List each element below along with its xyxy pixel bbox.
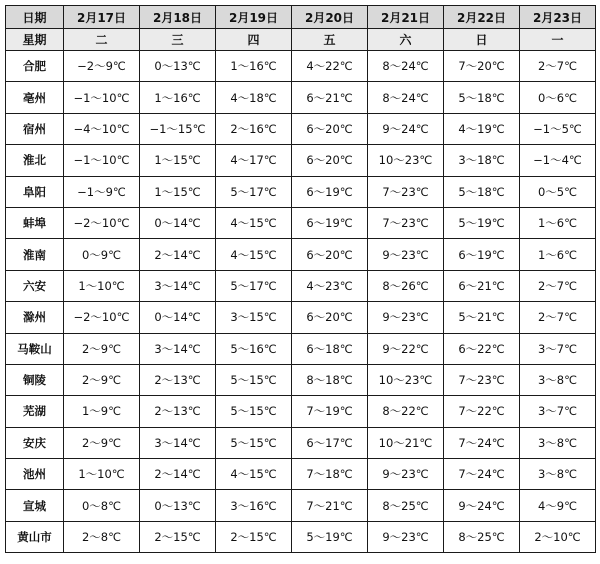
temperature-cell: 5～15℃ bbox=[216, 364, 292, 395]
weekday-cell: 三 bbox=[140, 29, 216, 51]
temperature-cell: 9～23℃ bbox=[368, 521, 444, 552]
date-cell: 2月21日 bbox=[368, 6, 444, 29]
temperature-cell: 2～14℃ bbox=[140, 459, 216, 490]
temperature-cell: 1～15℃ bbox=[140, 145, 216, 176]
weekday-cell: 五 bbox=[292, 29, 368, 51]
temperature-cell: 3～14℃ bbox=[140, 333, 216, 364]
city-name-cell: 宿州 bbox=[6, 113, 64, 144]
city-name-cell: 宣城 bbox=[6, 490, 64, 521]
temperature-cell: 0～13℃ bbox=[140, 51, 216, 82]
temperature-cell: 9～22℃ bbox=[368, 333, 444, 364]
temperature-cell: 7～21℃ bbox=[292, 490, 368, 521]
temperature-cell: 3～8℃ bbox=[520, 427, 596, 458]
temperature-cell: 6～20℃ bbox=[292, 302, 368, 333]
temperature-cell: 9～24℃ bbox=[444, 490, 520, 521]
temperature-cell: 5～18℃ bbox=[444, 82, 520, 113]
temperature-cell: 3～15℃ bbox=[216, 302, 292, 333]
table-row bbox=[6, 113, 596, 144]
forecast-table-wrapper bbox=[5, 5, 596, 553]
table-row bbox=[6, 333, 596, 364]
table-row bbox=[6, 490, 596, 521]
temperature-cell: 1～16℃ bbox=[216, 51, 292, 82]
temperature-cell: 2～9℃ bbox=[64, 427, 140, 458]
temperature-cell: 5～19℃ bbox=[292, 521, 368, 552]
temperature-cell: 5～21℃ bbox=[444, 302, 520, 333]
city-name-cell: 安庆 bbox=[6, 427, 64, 458]
temperature-cell: 6～19℃ bbox=[292, 207, 368, 238]
city-name-cell: 亳州 bbox=[6, 82, 64, 113]
temperature-cell: 6～20℃ bbox=[292, 113, 368, 144]
temperature-cell: −1～4℃ bbox=[520, 145, 596, 176]
temperature-cell: −1～10℃ bbox=[64, 145, 140, 176]
temperature-cell: 1～9℃ bbox=[64, 396, 140, 427]
temperature-cell: 6～18℃ bbox=[292, 333, 368, 364]
temperature-cell: 7～23℃ bbox=[368, 176, 444, 207]
table-row bbox=[6, 239, 596, 270]
temperature-cell: 7～22℃ bbox=[444, 396, 520, 427]
table-row bbox=[6, 207, 596, 238]
city-name-cell: 黄山市 bbox=[6, 521, 64, 552]
temperature-cell: 0～14℃ bbox=[140, 207, 216, 238]
temperature-cell: 6～22℃ bbox=[444, 333, 520, 364]
table-row bbox=[6, 521, 596, 552]
table-row bbox=[6, 459, 596, 490]
date-cell: 2月17日 bbox=[64, 6, 140, 29]
temperature-cell: 1～6℃ bbox=[520, 239, 596, 270]
temperature-cell: 3～16℃ bbox=[216, 490, 292, 521]
temperature-cell: 2～7℃ bbox=[520, 51, 596, 82]
temperature-cell: 2～7℃ bbox=[520, 270, 596, 301]
temperature-cell: 2～9℃ bbox=[64, 364, 140, 395]
temperature-cell: 8～25℃ bbox=[444, 521, 520, 552]
city-name-cell: 六安 bbox=[6, 270, 64, 301]
city-name-cell: 淮北 bbox=[6, 145, 64, 176]
temperature-cell: 2～14℃ bbox=[140, 239, 216, 270]
temperature-cell: 4～19℃ bbox=[444, 113, 520, 144]
temperature-cell: 4～15℃ bbox=[216, 239, 292, 270]
city-name-cell: 合肥 bbox=[6, 51, 64, 82]
city-name-cell: 淮南 bbox=[6, 239, 64, 270]
weekday-cell: 一 bbox=[520, 29, 596, 51]
temperature-cell: 2～13℃ bbox=[140, 396, 216, 427]
temperature-cell: 10～23℃ bbox=[368, 364, 444, 395]
temperature-cell: 3～14℃ bbox=[140, 427, 216, 458]
temperature-cell: 6～21℃ bbox=[444, 270, 520, 301]
temperature-cell: 8～25℃ bbox=[368, 490, 444, 521]
temperature-cell: 7～24℃ bbox=[444, 459, 520, 490]
weekday-cell: 六 bbox=[368, 29, 444, 51]
temperature-cell: −2～10℃ bbox=[64, 207, 140, 238]
temperature-cell: 5～18℃ bbox=[444, 176, 520, 207]
table-row bbox=[6, 270, 596, 301]
temperature-cell: 3～7℃ bbox=[520, 396, 596, 427]
table-row bbox=[6, 176, 596, 207]
temperature-cell: 1～6℃ bbox=[520, 207, 596, 238]
temperature-cell: 5～17℃ bbox=[216, 176, 292, 207]
table-row bbox=[6, 427, 596, 458]
temperature-cell: 4～22℃ bbox=[292, 51, 368, 82]
table-row bbox=[6, 145, 596, 176]
city-name-cell: 池州 bbox=[6, 459, 64, 490]
temperature-cell: 6～17℃ bbox=[292, 427, 368, 458]
date-header-row bbox=[6, 6, 596, 29]
temperature-cell: −2～9℃ bbox=[64, 51, 140, 82]
temperature-cell: 2～10℃ bbox=[520, 521, 596, 552]
temperature-cell: 9～23℃ bbox=[368, 302, 444, 333]
weather-forecast-table bbox=[5, 5, 596, 553]
temperature-cell: 4～15℃ bbox=[216, 207, 292, 238]
table-row bbox=[6, 364, 596, 395]
temperature-cell: 6～19℃ bbox=[292, 176, 368, 207]
temperature-cell: 3～7℃ bbox=[520, 333, 596, 364]
temperature-cell: 4～9℃ bbox=[520, 490, 596, 521]
temperature-cell: 2～8℃ bbox=[64, 521, 140, 552]
date-label-cell: 日期 bbox=[6, 6, 64, 29]
weekday-cell: 二 bbox=[64, 29, 140, 51]
city-name-cell: 蚌埠 bbox=[6, 207, 64, 238]
temperature-cell: 3～8℃ bbox=[520, 459, 596, 490]
city-name-cell: 芜湖 bbox=[6, 396, 64, 427]
city-name-cell: 铜陵 bbox=[6, 364, 64, 395]
date-cell: 2月23日 bbox=[520, 6, 596, 29]
weekday-cell: 日 bbox=[444, 29, 520, 51]
temperature-cell: −1～9℃ bbox=[64, 176, 140, 207]
temperature-cell: 10～21℃ bbox=[368, 427, 444, 458]
temperature-cell: 0～9℃ bbox=[64, 239, 140, 270]
temperature-cell: 4～15℃ bbox=[216, 459, 292, 490]
temperature-cell: 7～19℃ bbox=[292, 396, 368, 427]
temperature-cell: 2～15℃ bbox=[216, 521, 292, 552]
temperature-cell: 4～17℃ bbox=[216, 145, 292, 176]
temperature-cell: 6～20℃ bbox=[292, 145, 368, 176]
temperature-cell: 9～23℃ bbox=[368, 459, 444, 490]
temperature-cell: 8～24℃ bbox=[368, 51, 444, 82]
temperature-cell: 3～14℃ bbox=[140, 270, 216, 301]
temperature-cell: 0～14℃ bbox=[140, 302, 216, 333]
temperature-cell: 0～5℃ bbox=[520, 176, 596, 207]
temperature-cell: 3～8℃ bbox=[520, 364, 596, 395]
temperature-cell: 6～21℃ bbox=[292, 82, 368, 113]
table-row bbox=[6, 396, 596, 427]
temperature-cell: 4～18℃ bbox=[216, 82, 292, 113]
temperature-cell: 1～10℃ bbox=[64, 459, 140, 490]
city-name-cell: 滁州 bbox=[6, 302, 64, 333]
date-cell: 2月18日 bbox=[140, 6, 216, 29]
temperature-cell: 5～19℃ bbox=[444, 207, 520, 238]
temperature-cell: 1～15℃ bbox=[140, 176, 216, 207]
temperature-cell: 7～23℃ bbox=[444, 364, 520, 395]
table-row bbox=[6, 51, 596, 82]
temperature-cell: 4～23℃ bbox=[292, 270, 368, 301]
temperature-cell: 10～23℃ bbox=[368, 145, 444, 176]
table-row bbox=[6, 302, 596, 333]
temperature-cell: 0～13℃ bbox=[140, 490, 216, 521]
temperature-cell: 6～20℃ bbox=[292, 239, 368, 270]
table-row bbox=[6, 82, 596, 113]
temperature-cell: 8～22℃ bbox=[368, 396, 444, 427]
temperature-cell: −1～5℃ bbox=[520, 113, 596, 144]
city-name-cell: 阜阳 bbox=[6, 176, 64, 207]
temperature-cell: 8～26℃ bbox=[368, 270, 444, 301]
temperature-cell: 2～16℃ bbox=[216, 113, 292, 144]
temperature-cell: 6～19℃ bbox=[444, 239, 520, 270]
temperature-cell: 5～16℃ bbox=[216, 333, 292, 364]
temperature-cell: 9～24℃ bbox=[368, 113, 444, 144]
weekday-header-row bbox=[6, 29, 596, 51]
temperature-cell: 7～24℃ bbox=[444, 427, 520, 458]
temperature-cell: 9～23℃ bbox=[368, 239, 444, 270]
temperature-cell: 7～20℃ bbox=[444, 51, 520, 82]
temperature-cell: 5～17℃ bbox=[216, 270, 292, 301]
temperature-cell: −1～10℃ bbox=[64, 82, 140, 113]
temperature-cell: 5～15℃ bbox=[216, 427, 292, 458]
temperature-cell: 8～18℃ bbox=[292, 364, 368, 395]
temperature-cell: 7～18℃ bbox=[292, 459, 368, 490]
temperature-cell: 2～15℃ bbox=[140, 521, 216, 552]
temperature-cell: 2～9℃ bbox=[64, 333, 140, 364]
temperature-cell: 7～23℃ bbox=[368, 207, 444, 238]
temperature-cell: −2～10℃ bbox=[64, 302, 140, 333]
temperature-cell: 1～16℃ bbox=[140, 82, 216, 113]
temperature-cell: 0～8℃ bbox=[64, 490, 140, 521]
temperature-cell: 0～6℃ bbox=[520, 82, 596, 113]
temperature-cell: 1～10℃ bbox=[64, 270, 140, 301]
city-name-cell: 马鞍山 bbox=[6, 333, 64, 364]
weekday-cell: 四 bbox=[216, 29, 292, 51]
forecast-body bbox=[6, 51, 596, 553]
temperature-cell: −4～10℃ bbox=[64, 113, 140, 144]
temperature-cell: 2～13℃ bbox=[140, 364, 216, 395]
temperature-cell: 5～15℃ bbox=[216, 396, 292, 427]
weekday-label-cell: 星期 bbox=[6, 29, 64, 51]
temperature-cell: 2～7℃ bbox=[520, 302, 596, 333]
date-cell: 2月19日 bbox=[216, 6, 292, 29]
date-cell: 2月22日 bbox=[444, 6, 520, 29]
temperature-cell: 3～18℃ bbox=[444, 145, 520, 176]
date-cell: 2月20日 bbox=[292, 6, 368, 29]
temperature-cell: 8～24℃ bbox=[368, 82, 444, 113]
temperature-cell: −1～15℃ bbox=[140, 113, 216, 144]
